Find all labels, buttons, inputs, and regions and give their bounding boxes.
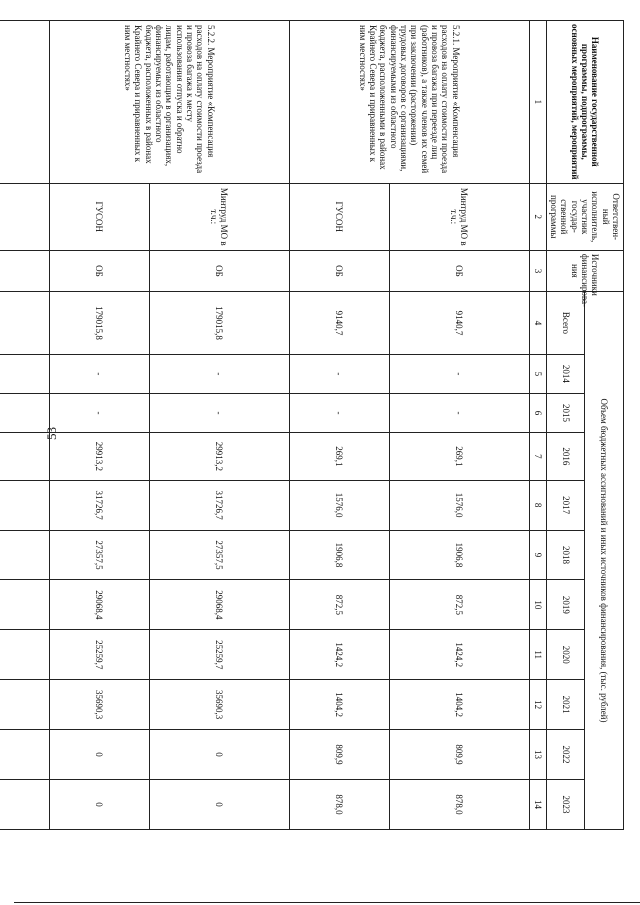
year-value-cell bbox=[0, 530, 49, 580]
header-year: 2014 bbox=[546, 354, 585, 393]
year-value-cell: 31726,7 bbox=[49, 480, 149, 530]
executor-cell: ГУСОН bbox=[289, 183, 389, 250]
year-value-cell: - bbox=[289, 393, 389, 432]
year-value-cell bbox=[0, 480, 49, 530]
year-value-cell: - bbox=[149, 354, 289, 393]
activity-name: 5.2.1. Мероприятие «Компенсация расходов на оплату стоимости проезда и провоза багажа при переезде лиц (работников), а также членов их семей при заключении (расторжении) трудовых договоров с организациями, финансируемыми из областного бюджета, расположенными в районах Крайнего Севера и приравненных к ним местностях» bbox=[289, 21, 529, 184]
executor-cell: ГУСОН bbox=[49, 183, 149, 250]
table-row bbox=[389, 21, 529, 830]
year-value-cell: - bbox=[289, 354, 389, 393]
header-year: 2022 bbox=[546, 730, 585, 780]
year-value-cell: - bbox=[389, 354, 529, 393]
header-name: Наименование государственной программы, подпрограммы, основных мероприятий, мероприятий bbox=[546, 21, 623, 184]
year-value-cell: 29068,4 bbox=[49, 580, 149, 630]
year-value-cell: 1404,2 bbox=[389, 680, 529, 730]
year-value-cell: 27357,5 bbox=[149, 530, 289, 580]
header-year: 2023 bbox=[546, 779, 585, 829]
total-cell: 9140,7 bbox=[289, 292, 389, 355]
year-value-cell bbox=[0, 432, 49, 480]
year-value-cell: 35690,3 bbox=[149, 680, 289, 730]
column-index: 6 bbox=[529, 393, 546, 432]
year-value-cell: - bbox=[49, 393, 149, 432]
header-year: 2016 bbox=[546, 432, 585, 480]
total-cell: 179015,8 bbox=[49, 292, 149, 355]
year-value-cell: - bbox=[389, 393, 529, 432]
year-value-cell: 25259,7 bbox=[49, 630, 149, 680]
source-cell bbox=[0, 250, 49, 291]
year-value-cell: 1424,2 bbox=[389, 630, 529, 680]
activity-name bbox=[0, 21, 49, 184]
header-year: 2020 bbox=[546, 630, 585, 680]
year-value-cell bbox=[0, 730, 49, 780]
year-value-cell bbox=[0, 630, 49, 680]
year-value-cell bbox=[0, 354, 49, 393]
header-year: 2021 bbox=[546, 680, 585, 730]
year-value-cell: 269,1 bbox=[289, 432, 389, 480]
year-value-cell: 25259,7 bbox=[149, 630, 289, 680]
column-index: 8 bbox=[529, 480, 546, 530]
column-index: 13 bbox=[529, 730, 546, 780]
column-index: 1 bbox=[529, 21, 546, 184]
source-cell: ОБ bbox=[389, 250, 529, 291]
column-index: 3 bbox=[529, 250, 546, 291]
year-value-cell: 878,0 bbox=[289, 779, 389, 829]
year-value-cell: 269,1 bbox=[389, 432, 529, 480]
financing-table bbox=[0, 20, 624, 830]
column-index: 14 bbox=[529, 779, 546, 829]
source-cell: ОБ bbox=[149, 250, 289, 291]
header-total: Всего bbox=[546, 292, 585, 355]
total-cell bbox=[0, 292, 49, 355]
year-value-cell: 31726,7 bbox=[149, 480, 289, 530]
activity-name: 5.2.2. Мероприятие «Компенсация расходов на оплату стоимости проезда и провоза багажа к месту использования отпуска и обратно лицам, работающим в организациях, финансируемых из областного бюджета, расположенных в районах Крайнего Севера и приравненных к ним местностях» bbox=[49, 21, 289, 184]
year-value-cell: 1424,2 bbox=[289, 630, 389, 680]
year-value-cell bbox=[0, 580, 49, 630]
header-source: Источники финансирова-ния bbox=[546, 250, 623, 291]
table-row bbox=[149, 21, 289, 830]
year-value-cell: 0 bbox=[149, 730, 289, 780]
year-value-cell bbox=[0, 393, 49, 432]
year-value-cell: 0 bbox=[49, 779, 149, 829]
year-value-cell: 878,0 bbox=[389, 779, 529, 829]
year-value-cell: 27357,5 bbox=[49, 530, 149, 580]
year-value-cell: 872,5 bbox=[289, 580, 389, 630]
year-value-cell: 1576,0 bbox=[289, 480, 389, 530]
year-value-cell: 29068,4 bbox=[149, 580, 289, 630]
year-value-cell bbox=[0, 680, 49, 730]
column-index: 4 bbox=[529, 292, 546, 355]
year-value-cell: 872,5 bbox=[389, 580, 529, 630]
header-year: 2017 bbox=[546, 480, 585, 530]
total-cell: 9140,7 bbox=[389, 292, 529, 355]
year-value-cell: 29913,2 bbox=[149, 432, 289, 480]
column-index: 7 bbox=[529, 432, 546, 480]
year-value-cell: 1906,8 bbox=[289, 530, 389, 580]
year-value-cell: 1404,2 bbox=[289, 680, 389, 730]
column-index: 11 bbox=[529, 630, 546, 680]
executor-cell: Минтруд МО в т.ч.: bbox=[149, 183, 289, 250]
column-index: 5 bbox=[529, 354, 546, 393]
year-value-cell: 809,9 bbox=[389, 730, 529, 780]
year-value-cell bbox=[0, 779, 49, 829]
total-cell: 179015,8 bbox=[149, 292, 289, 355]
executor-cell bbox=[0, 183, 49, 250]
column-index: 12 bbox=[529, 680, 546, 730]
executor-cell: Минтруд МО в т.ч.: bbox=[389, 183, 529, 250]
header-executor: Ответствен-ный исполнитель, участник государ-ственной программы bbox=[546, 183, 623, 250]
year-value-cell: 809,9 bbox=[289, 730, 389, 780]
year-value-cell: - bbox=[149, 393, 289, 432]
source-cell: ОБ bbox=[49, 250, 149, 291]
page-number: 53 bbox=[44, 427, 59, 440]
header-year: 2015 bbox=[546, 393, 585, 432]
rotated-page bbox=[72, 20, 624, 830]
header-year: 2018 bbox=[546, 530, 585, 580]
year-value-cell: - bbox=[49, 354, 149, 393]
year-value-cell: 1576,0 bbox=[389, 480, 529, 530]
year-value-cell: 35690,3 bbox=[49, 680, 149, 730]
source-cell: ОБ bbox=[289, 250, 389, 291]
column-index: 9 bbox=[529, 530, 546, 580]
header-volume: Объем бюджетных ассигнований и иных источников финансирования, (тыс. рублей) bbox=[585, 292, 624, 830]
year-value-cell: 29913,2 bbox=[49, 432, 149, 480]
column-index: 10 bbox=[529, 580, 546, 630]
year-value-cell: 0 bbox=[49, 730, 149, 780]
header-year: 2019 bbox=[546, 580, 585, 630]
year-value-cell: 0 bbox=[149, 779, 289, 829]
column-index: 2 bbox=[529, 183, 546, 250]
bottom-rule bbox=[14, 902, 640, 903]
year-value-cell: 1906,8 bbox=[389, 530, 529, 580]
table-row bbox=[0, 21, 49, 830]
